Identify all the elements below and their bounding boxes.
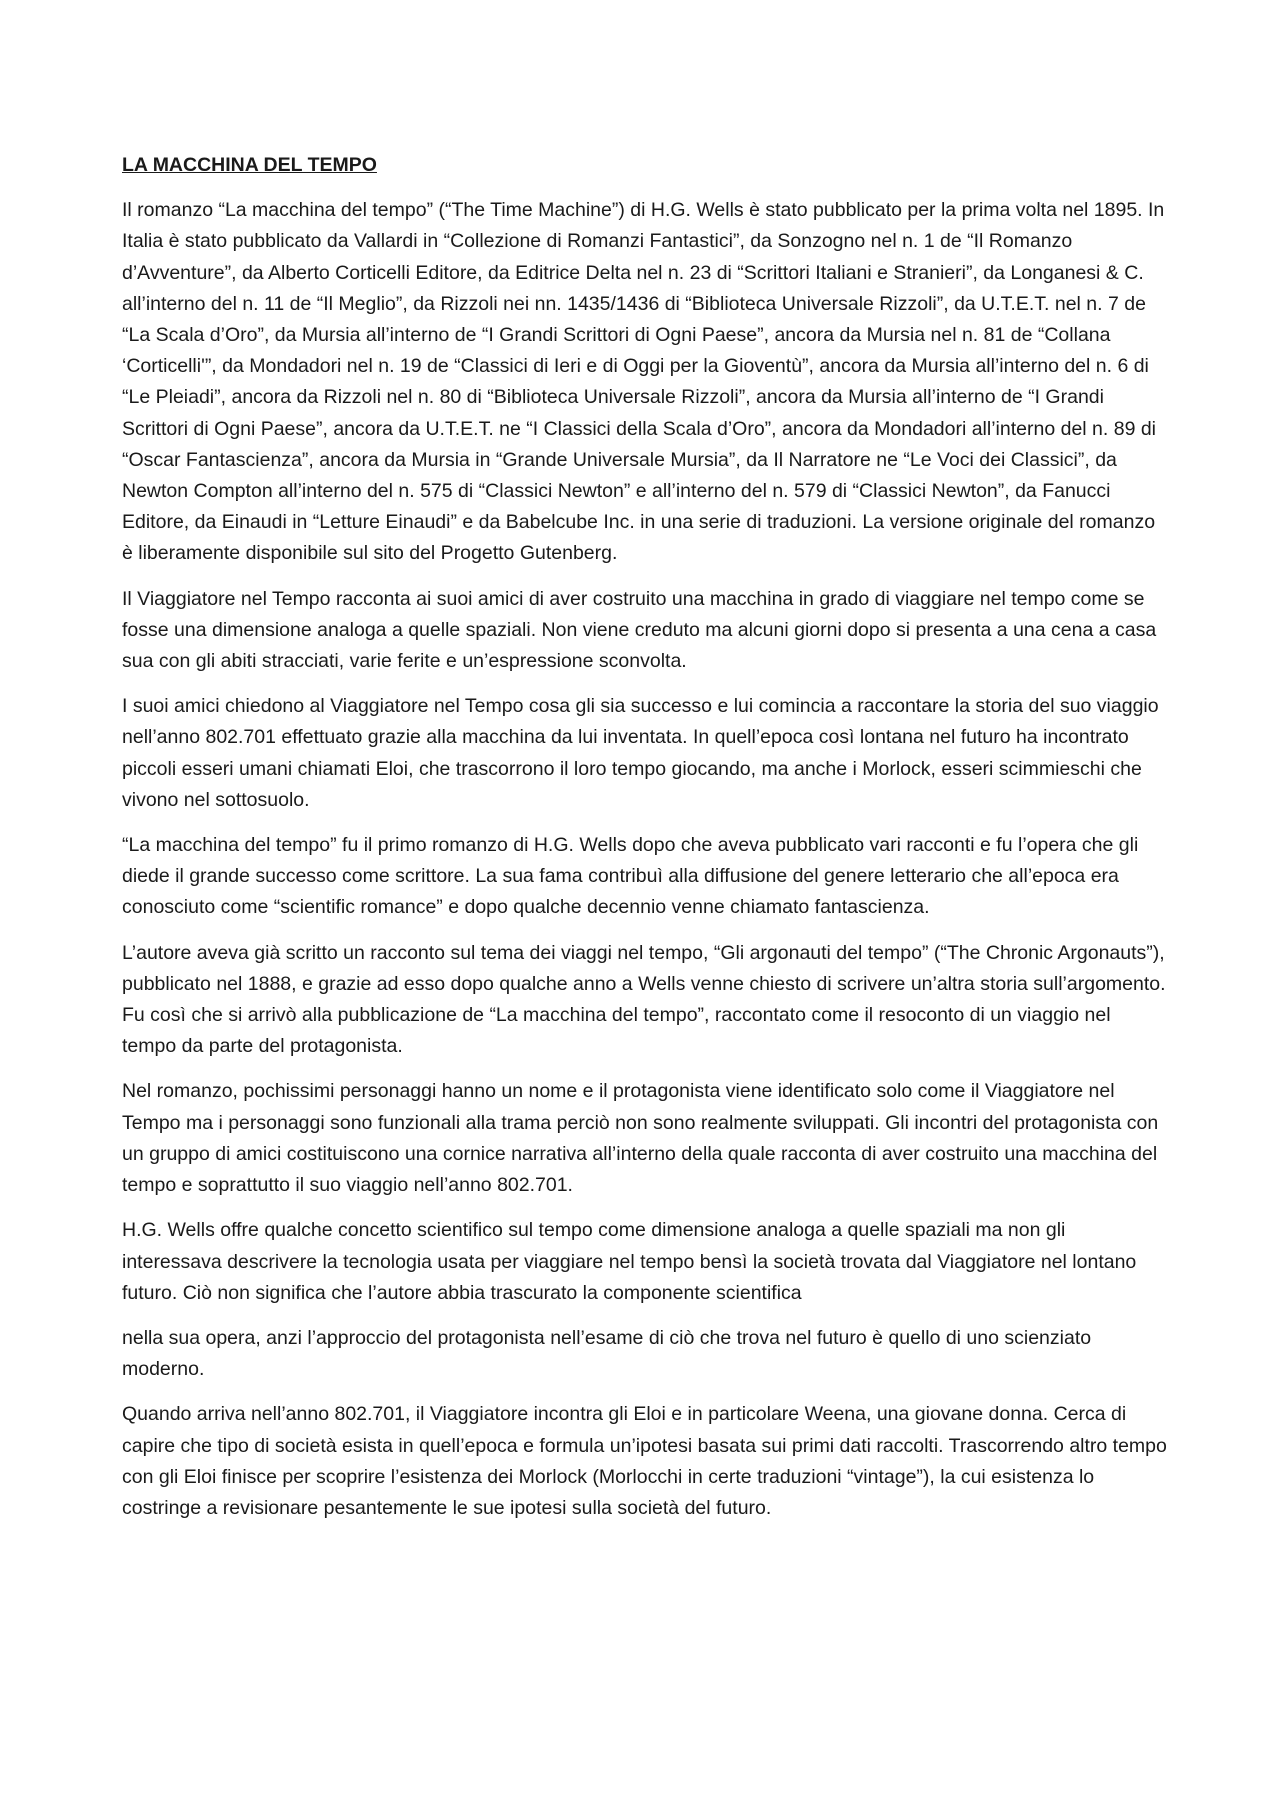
document-title: LA MACCHINA DEL TEMPO bbox=[122, 154, 377, 176]
paragraph-publication-history: Il romanzo “La macchina del tempo” (“The Time Machine”) di H.G. Wells è stato pubblicato per la prima volta nel 1895. In Italia è stato pubblicato da Vallardi in “Collezione di Romanzi Fantastici”, da Sonzogno nel n. 1 de “Il Romanzo d’Avventure”, da Alberto Corticelli Editore, da Editrice Delta nel n. 23 di “Scrittori Italiani e Stranieri”, da Longanesi & C. all’interno del n. 11 de “Il Meglio”, da Rizzoli nei nn. 1435/1436 di “Biblioteca Universale Rizzoli”, da U.T.E.T. nel n. 7 de “La Scala d’Oro”, da Mursia all’interno de “I Grandi Scrittori di Ogni Paese”, ancora da Mursia nel n. 81 de “Collana ‘Corticelli'”, da Mondadori nel n. 19 de “Classici di Ieri e di Oggi per la Gioventù”, ancora da Mursia all’interno del n. 6 di “Le Pleiadi”, ancora da Rizzoli nel n. 80 di “Biblioteca Universale Rizzoli”, ancora da Mursia all’interno de “I Grandi Scrittori di Ogni Paese”, ancora da U.T.E.T. ne “I Classici della Scala d’Oro”, ancora da Mondadori all’interno del n. 89 di “Oscar Fantascienza”, ancora da Mursia in “Grande Universale Mursia”, da Il Narratore ne “Le Voci dei Classici”, da Newton Compton all’interno del n. 575 di “Classici Newton” e all’interno del n. 579 di “Classici Newton”, da Fanucci Editore, da Einaudi in “Letture Einaudi” e da Babelcube Inc. in una serie di traduzioni. La versione originale del romanzo è liberamente disponibile sul sito del Progetto Gutenberg. bbox=[122, 199, 1165, 565]
paragraph-first-novel: “La macchina del tempo” fu il primo romanzo di H.G. Wells dopo che aveva pubblicato vari racconti e fu l’opera che gli diede il grande successo come scrittore. La sua fama contribuì alla diffusione del genere letterario che all’epoca era conosciuto come “scientific romance” e dopo qualche decennio venne chiamato fantascienza. bbox=[122, 834, 1139, 919]
document-page bbox=[122, 150, 1167, 1538]
paragraph-eloi-morlock: Quando arriva nell’anno 802.701, il Viaggiatore incontra gli Eloi e in particolare Weena, una giovane donna. Cerca di capire che tipo di società esista in quell’epoca e formula un’ipotesi basata sui primi dati raccolti. Trascorrendo altro tempo con gli Eloi finisce per scoprire l’esistenza dei Morlock (Morlocchi in certe traduzioni “vintage”), la cui esistenza lo costringe a revisionare pesantemente le sue ipotesi sulla società del futuro. bbox=[122, 1403, 1167, 1519]
paragraph-plot-intro: Il Viaggiatore nel Tempo racconta ai suoi amici di aver costruito una macchina in grado di viaggiare nel tempo come se fosse una dimensione analoga a quelle spaziali. Non viene creduto ma alcuni giorni dopo si presenta a una cena a casa sua con gli abiti stracciati, varie ferite e un’espressione sconvolta. bbox=[122, 587, 1157, 673]
paragraph-chronic-argonauts: L’autore aveva già scritto un racconto sul tema dei viaggi nel tempo, “Gli argonauti del tempo” (“The Chronic Argonauts”), pubblicato nel 1888, e grazie ad esso dopo qualche anno a Wells venne chiesto di scrivere un’altra storia sull’argomento. Fu così che si arrivò alla pubblicazione de “La macchina del tempo”, raccontato come il resoconto di un viaggio nel tempo da parte del protagonista. bbox=[122, 941, 1166, 1058]
paragraph-journey: I suoi amici chiedono al Viaggiatore nel Tempo cosa gli sia successo e lui comincia a raccontare la storia del suo viaggio nell’anno 802.701 effettuato grazie alla macchina da lui inventata. In quell’epoca così lontana nel futuro ha incontrato piccoli esseri umani chiamati Eloi, che trascorrono il loro tempo giocando, ma anche i Morlock, esseri scimmieschi che vivono nel sottosuolo. bbox=[122, 695, 1159, 811]
paragraph-characters: Nel romanzo, pochissimi personaggi hanno un nome e il protagonista viene identificato solo come il Viaggiatore nel Tempo ma i personaggi sono funzionali alla trama perciò non sono realmente sviluppati. Gli incontri del protagonista con un gruppo di amici costituiscono una cornice narrativa all’interno della quale racconta di aver costruito una macchina del tempo e soprattutto il suo viaggio nell’anno 802.701. bbox=[122, 1080, 1159, 1197]
paragraph-scientist: nella sua opera, anzi l’approccio del protagonista nell’esame di ciò che trova nel futuro è quello di uno scienziato moderno. bbox=[122, 1326, 1092, 1381]
paragraph-science: H.G. Wells offre qualche concetto scientifico sul tempo come dimensione analoga a quelle spaziali ma non gli interessava descrivere la tecnologia usata per viaggiare nel tempo bensì la società trovata dal Viaggiatore nel lontano futuro. Ciò non significa che l’autore abbia trascurato la componente scientifica bbox=[122, 1219, 1137, 1304]
